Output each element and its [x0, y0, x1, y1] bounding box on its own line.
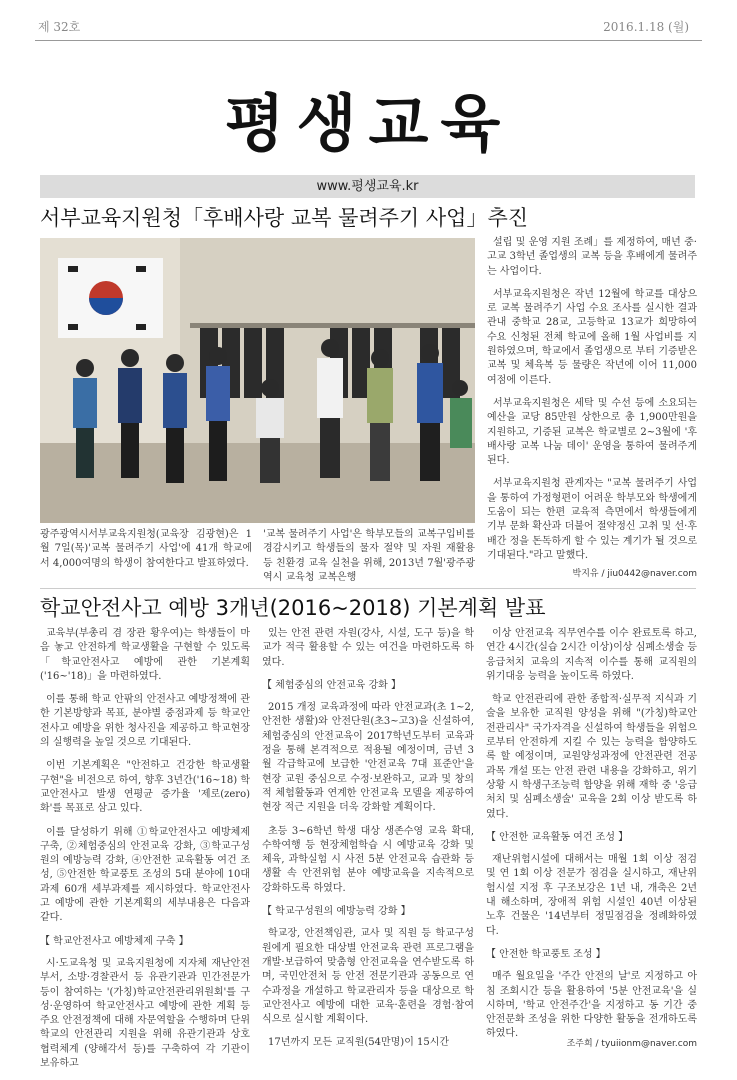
article2-byline: 조주희 / tyuiionm@naver.com [566, 1039, 697, 1049]
paragraph: 교육부(부총리 겸 장관 황우여)는 학생들이 마음 놓고 안전하게 학교생활을 구현할 수 있도록「학교안전사고 예방에 관한 기본계획('16~'18)」을 마련하였다. [40, 628, 250, 682]
issue-date: 2016.1.18 (월) [603, 20, 689, 34]
section-heading: 【 안전한 학교풍토 조성 】 [486, 948, 606, 960]
section-heading: 【 학교안전사고 예방체제 구축 】 [40, 935, 189, 947]
paragraph: 서부교육지원청은 세탁 및 수선 등에 소요되는 예산을 교당 85만원 상한으로 총 1,900만원을 지원하고, 기증된 교복은 학교별로 2~3월에 '후배사랑 교복 나눔 데이' 운영을 통하여 물려주게 된다. [487, 397, 697, 467]
article1-byline: 박지유 / jiu0442@naver.com [572, 569, 697, 579]
paragraph: 있는 안전 관련 자원(강사, 시설, 도구 등)을 학교가 적극 활용할 수 있는 여건을 마련하도록 하였다. [262, 628, 474, 668]
paragraph: 이상 안전교육 직무연수를 이수 완료토록 하고, 연간 4시간(실습 2시간 이상)이상 심폐소생술 등 응급처치 교육의 지속적 이수를 통해 교직원의 위기대응 능력을 높이도록 하였다. [486, 628, 697, 682]
paragraph: 시·도교육청 및 교육지원청에 지자체 재난안전 부서, 소방·경찰관서 등 유관기관과 민간전문가 등이 참여하는 '(가칭)학교안전관리위원회'를 구성·운영하여 학교안전사고 예방에 관한 계획 등 주요 안전정책에 대해 자문역할을 수행하며 단위학교의 안전관리 지원을 위해 유관기관과 상호 협력체계 (양해각서 등)를 구축하여 각 기관이 보유하고 [40, 957, 250, 1070]
article2-column-3 [486, 627, 697, 1051]
article2-column-2 [262, 627, 474, 1060]
caption-text: 광주광역시서부교육지원청(교육장 김광현)은 1월 7일(목)'교복 물려주기 사업'에 41개 학교에서 4,000여명의 학생이 참여한다고 발표하였다. [40, 529, 252, 569]
paragraph: 서부교육지원청 관계자는 "교복 물려주기 사업을 통하여 가정형편이 어려운 학부모와 학생에게 도움이 되는 한편 교육적 측면에서 학생들에게 기부 문화 확산과 더불어 절약정신 고취 및 선·후배간 정을 돈독하게 할 수 있는 계기가 될 것으로 기대된다."라고 말했다. [487, 478, 697, 561]
photo-caption-mid [263, 528, 475, 585]
paragraph: 매주 월요일을 '주간 안전의 날'로 지정하고 아침 조회시간 등을 활용하여 '5분 안전교육'을 실시하며, '학교 안전주간'을 지정하고 동 기간 중 안전문화 조성을 위한 다양한 활동을 전개하도록 하였다. [486, 971, 697, 1040]
paragraph: 학교 안전관리에 관한 종합적·실무적 지식과 기술을 보유한 교직원 양성을 위해 "(가칭)학교안전관리사" 국가자격을 신설하여 학생들을 위험으로부터 안전하게 지킬 수 있는 능력을 함양하도록 할 예정이며, 교원양성과정에 안전관련 전공과목 개설 또는 안전 관련 내용을 강화하고, 위기 상황 시 학생구조능력 함양을 위해 재학 중 '응급처치 및 심폐소생술' 교육을 2회 이상 받도록 하였다. [486, 694, 697, 820]
paragraph: 이를 달성하기 위해 ①학교안전사고 예방체제 구축, ②체험중심의 안전교육 강화, ③학교구성원의 예방능력 강화, ④안전한 교육활동 여건 조성, ⑤안전한 학교풍토 조성의 5대 분야에 10대 과제 60개 세부과제를 제시하였다. 학교안전사고 예방에 관한 기본계획의 세부내용은 다음과 같다. [40, 826, 250, 924]
article2-headline: 학교안전사고 예방 3개년(2016~2018) 기본계획 발표 [40, 596, 546, 620]
masthead-title: 평생교육 [224, 87, 513, 160]
caption-text: '교복 물려주기 사업'은 학부모들의 교복구입비를 경감시키고 학생들의 물자 절약 및 자원 재활용 등 친환경 교육 실천을 위해, 2013년 7월'광주광역시 교육청 교복은행 [263, 529, 475, 583]
paragraph: 17년까지 모든 교직원(54만명)이 15시간 [268, 1037, 450, 1049]
article1-right-column [487, 236, 697, 572]
paragraph: 학교장, 안전책임관, 교사 및 직원 등 학교구성원에게 필요한 대상별 안전교육 관련 프로그램을 개발·보급하여 맞춤형 안전교육을 연수받도록 하며, 국민안전처 등 안전 전문기관과 공동으로 연수과정을 개설하고 학교관리자 등을 대상으로 학교안전사고 예방에 대한 교육·훈련을 경험·참여식으로 실시할 계획이다. [262, 928, 474, 1026]
paragraph: 초등 3~6학년 학생 대상 생존수영 교육 확대, 수학여행 등 현장체험학습 시 예방교육 강화 및 체육, 과학실험 시 사전 5분 안전교육 습관화 등 생활 속 안전위험 분야 예방교육을 지속적으로 강화하도록 하였다. [262, 825, 474, 894]
article2-column-1 [40, 627, 250, 1080]
classroom-photo-illustration [40, 238, 475, 523]
site-url[interactable]: www.평생교육.kr [40, 175, 695, 198]
photo-caption-left [40, 528, 252, 571]
article1-photo [40, 238, 475, 523]
top-rule [35, 40, 702, 41]
paragraph: 서부교육지원청은 작년 12월에 학교를 대상으로 교복 물려주기 사업 수요 조사를 실시한 결과 관내 중학교 28교, 고등학교 13교가 희망하여 수요 신청된 전체 학교에 올해 1월 사업비를 지원하였으며, 학교에서 졸업생으로 부터 기증받은 교복 및 체육복 등 물량은 작년에 이어 11,000여점에 이른다. [487, 288, 697, 386]
section-heading: 【 학교구성원의 예방능력 강화 】 [262, 906, 411, 918]
paragraph: 재난위험시설에 대해서는 매월 1회 이상 점검 및 연 1회 이상 전문가 점검을 실시하고, 재난위험시설 지정 후 구조보강은 1년 내, 개축은 2년 내 해소하며, 장애적 위험 시설인 40년 이상된 노후 건물은 '14년부터 정밀점검을 정례화하였다. [486, 854, 697, 937]
section-heading: 【 체험중심의 안전교육 강화 】 [262, 679, 401, 691]
article-divider [40, 588, 696, 589]
paragraph: 2015 개정 교육과정에 따라 안전교과(초 1~2, 안전한 생활)와 안전단원(초3~고3)을 신설하여, 체험중심의 안전교육이 2017학년도부터 교육과정을 통해 본격적으로 적용될 예정이며, 금년 3월 각급학교에 보급한 '안전교육 7대 표준안'을 현장 교원 중심으로 수정·보완하고, 교과 및 창의적 체험활동과 연계한 안전교육 모델을 제공하여 현장 적근 지원을 더욱 강화할 계획이다. [262, 702, 474, 814]
paragraph: 이를 통해 학교 안팎의 안전사고 예방정책에 관한 기본방향과 목표, 분야별 중점과제 등 학교안전사고 예방을 위한 청사진을 제공하고 학교현장의 실행력을 높일 것으로 기대된다. [40, 694, 250, 749]
paragraph: 설립 및 운영 지원 조례」를 제정하여, 매년 중·고교 3학년 졸업생의 교복 등을 후배에게 물려주는 사업이다. [487, 237, 697, 277]
article1-headline: 서부교육지원청「후배사랑 교복 물려주기 사업」추진 [40, 206, 529, 230]
section-heading: 【 안전한 교육활동 여건 조성 】 [486, 831, 629, 843]
issue-number: 제 32호 [38, 20, 81, 34]
paragraph: 이번 기본계획은 "안전하고 건강한 학교생활 구현"을 비전으로 하여, 향후 3년간('16~18) 학교안전사고 발생 연평균 증가율 '제로(zero)화'를 목표로 삼고 있다. [40, 760, 250, 815]
